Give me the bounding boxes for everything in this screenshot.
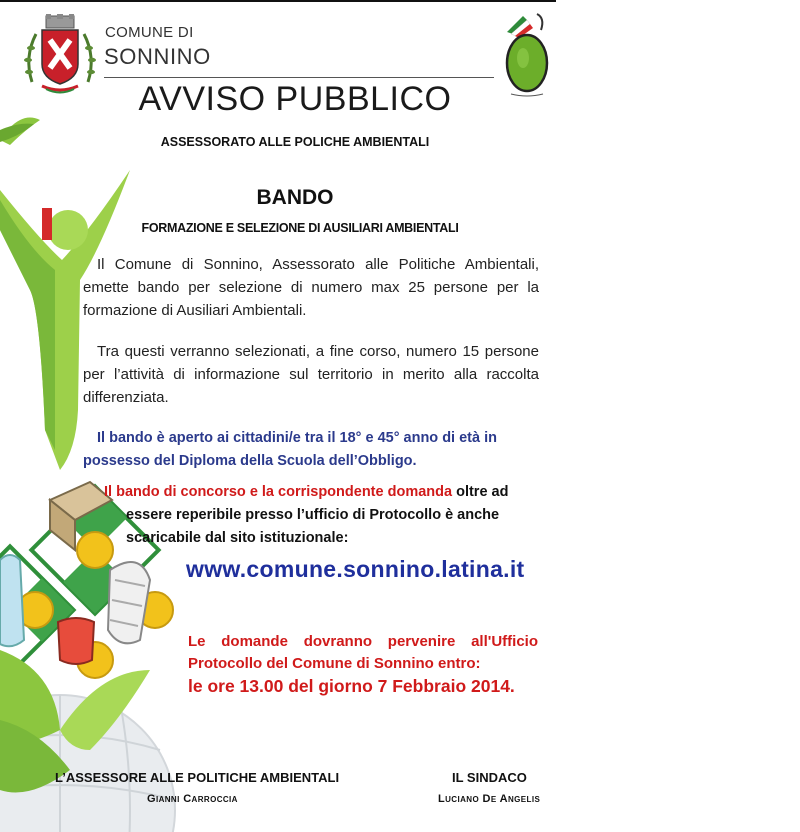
bando-title: BANDO (256, 186, 334, 209)
assessore-title: L’ASSESSORE ALLE POLITICHE AMBIENTALI (55, 770, 340, 785)
crest-icon (22, 12, 98, 96)
olive-logo-icon (497, 8, 556, 100)
availability-text (104, 481, 536, 550)
page-title: AVVISO PUBBLICO (138, 80, 452, 118)
paragraph-selection (83, 340, 539, 409)
paragraph-intro (83, 253, 539, 322)
availability-line1-rest: oltre ad (452, 484, 509, 500)
sindaco-name: Luciano De Angelis (438, 793, 541, 805)
deadline-text: Le domande dovranno pervenire all'Ufficio Protocollo del Comune di Sonnino entro: (188, 633, 538, 672)
deadline-date: le ore 13.00 del giorno 7 Febbraio 2014. (188, 676, 515, 696)
availability-rest-text: essere reperibile presso l’ufficio di Protocollo è anche scaricabile dal sito istituzionale: (126, 507, 500, 546)
availability-red-text: Il bando di concorso e la corrispondente domanda (104, 484, 453, 500)
paragraph-selection-text: Tra questi verranno selezionati, a fine corso, numero 15 persone per l’attività di informazione sul territorio in merito alla raccolta differenziata. (83, 343, 539, 406)
sindaco-title: IL SINDACO (452, 770, 527, 785)
comune-name: SONNINO (104, 44, 211, 69)
eligibility-text (83, 427, 539, 473)
website-link[interactable]: www.comune.sonnino.latina.it (186, 556, 525, 582)
assessore-name: Gianni Carroccia (147, 793, 238, 805)
paragraph-intro-text: Il Comune di Sonnino, Assessorato alle Politiche Ambientali, emette bando per selezione di numero max 25 persone per la formazione di Ausiliari Ambientali. (83, 256, 539, 319)
bando-subtitle: FORMAZIONE E SELEZIONE DI AUSILIARI AMBIENTALI (141, 221, 459, 235)
header-divider (104, 77, 494, 78)
eligibility-text-content: Il bando è aperto ai cittadini/e tra il 18° e 45° anno di età in possesso del Diploma della Scuola dell’Obbligo. (83, 430, 497, 469)
top-border (0, 0, 556, 2)
assessorato-subtitle: ASSESSORATO ALLE POLICHE AMBIENTALI (160, 135, 430, 149)
comune-di-label: COMUNE DI (105, 24, 194, 41)
